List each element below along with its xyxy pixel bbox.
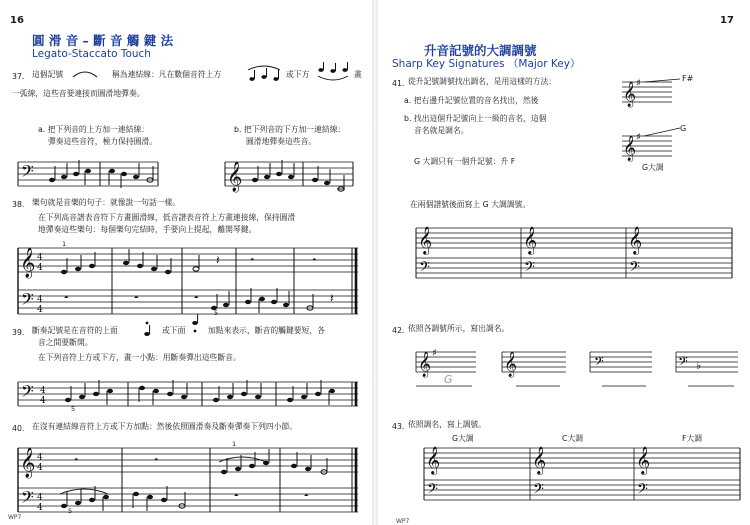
- svg-text:𝄞: 𝄞: [418, 226, 433, 254]
- text-line: 音名就是調名。: [414, 126, 469, 135]
- svg-text:𝄞: 𝄞: [628, 226, 643, 254]
- flat-icon: ♭: [696, 359, 702, 372]
- section-subtitle: Sharp Key Signatures （Major Key）: [392, 58, 581, 70]
- text-line: 音之間要斷開。: [38, 338, 93, 347]
- svg-text:𝄢: 𝄢: [427, 481, 438, 501]
- bass-clef-icon: 𝄢: [21, 161, 34, 185]
- bass-clef-icon: 𝄢: [21, 487, 34, 511]
- key-signature-staves-42: [416, 348, 742, 388]
- svg-text:𝄼: 𝄼: [250, 253, 255, 267]
- grand-staff-40: [14, 440, 364, 516]
- finger-number: 5: [68, 507, 73, 515]
- page-number: 17: [720, 15, 734, 26]
- key-name-label: C大調: [562, 434, 584, 443]
- text-line: 彈奏這些音符，極力保持圓滑。: [48, 137, 158, 146]
- svg-text:4: 4: [37, 305, 43, 315]
- exercise-number: 37.: [12, 72, 25, 81]
- text-line: b. 把下列音的下方加一連結線：: [234, 125, 346, 134]
- sharp-icon: ♯: [636, 78, 641, 89]
- svg-text:𝄼: 𝄼: [154, 453, 159, 467]
- page-number: 16: [10, 15, 24, 26]
- answer-blank-1[interactable]: [416, 388, 474, 389]
- svg-text:𝄼: 𝄼: [194, 291, 199, 305]
- bass-clef-icon: 𝄢: [21, 381, 34, 405]
- svg-text:𝄼: 𝄼: [134, 291, 139, 305]
- exercise-number: 42.: [392, 326, 405, 335]
- svg-text:𝄞: 𝄞: [623, 136, 637, 161]
- text-line: 這個記號: [32, 70, 64, 79]
- finger-number: 5: [71, 405, 76, 413]
- exercise-number: 41.: [392, 79, 405, 88]
- text-line: 或下面: [162, 326, 186, 335]
- text-line: 地彈奏這些樂句：每個樂句完結時，手要向上提起，離開琴鍵。: [38, 225, 257, 234]
- svg-text:4: 4: [37, 253, 43, 263]
- text-line: 依照調名，寫上調號。: [408, 420, 486, 429]
- svg-text:𝄼: 𝄼: [74, 453, 79, 467]
- svg-text:𝄼: 𝄼: [64, 291, 69, 305]
- note-label: F#: [682, 74, 694, 83]
- text-line: 在下列音符上方或下方，畫一小點：用斷奏彈出這些斷音。: [38, 353, 241, 362]
- finger-number: 1: [62, 240, 67, 248]
- svg-text:𝄢: 𝄢: [533, 481, 544, 501]
- answer-blank-2[interactable]: [516, 388, 562, 389]
- text-line: b. 找出這個升記號向上一級的音名，這個: [404, 114, 547, 123]
- sample-answer: G: [444, 373, 453, 386]
- key-name-label: G大調: [642, 163, 664, 172]
- svg-text:4: 4: [37, 263, 43, 273]
- svg-text:𝄢: 𝄢: [629, 259, 640, 279]
- text-line: G 大調只有一個升記號：升 F: [414, 157, 516, 166]
- section-title: 升音記號的大調調號: [424, 43, 537, 58]
- tie-symbol-icon: [70, 67, 100, 81]
- svg-text:𝄢: 𝄢: [637, 481, 648, 501]
- blank-grand-staves-41: [416, 222, 736, 284]
- text-line: 依照各調號所示，寫出調名。: [408, 324, 510, 333]
- svg-text:𝄞: 𝄞: [636, 446, 651, 474]
- answer-blank-4[interactable]: [688, 388, 734, 389]
- svg-text:𝄢: 𝄢: [524, 259, 535, 279]
- text-line: 或下方: [286, 70, 310, 79]
- finger-number: 5: [214, 309, 219, 317]
- svg-text:𝄼: 𝄼: [312, 253, 317, 267]
- text-line: 畫: [354, 70, 362, 79]
- footer-code: WP7: [396, 518, 410, 525]
- text-line: 在沒有連結線音符上方或下方加點：然後依照圓滑奏及斷奏彈奏下列四小節。: [32, 422, 298, 431]
- sharp-icon: ♯: [636, 132, 641, 143]
- slur-under-notes-icon: [314, 62, 352, 84]
- exercise-number: 39.: [12, 328, 25, 337]
- text-line: 一弧線，這些音要連接而圓滑地彈奏。: [12, 89, 145, 98]
- sharp-icon: ♯: [432, 348, 437, 359]
- treble-clef-icon: 𝄞: [20, 448, 36, 478]
- text-line: 在兩個譜號後面寫上 G 大調調號。: [410, 200, 531, 209]
- treble-clef-icon: 𝄞: [20, 248, 36, 278]
- text-line: 圓滑地彈奏這些音。: [246, 137, 317, 146]
- svg-text:𝄞: 𝄞: [623, 82, 637, 107]
- exercise-number: 38.: [12, 200, 25, 209]
- exercise-number: 43.: [392, 422, 405, 431]
- svg-text:𝄼: 𝄼: [304, 489, 309, 503]
- text-line: 樂句就是音樂的句子：就像說一句話一樣。: [32, 198, 181, 207]
- svg-text:𝄢: 𝄢: [594, 354, 604, 372]
- svg-text:𝄽: 𝄽: [330, 291, 334, 305]
- slur-over-notes-icon: [244, 62, 284, 84]
- note-label: G: [680, 124, 687, 133]
- svg-text:4: 4: [37, 493, 43, 503]
- staccato-above-icon: [142, 320, 156, 338]
- left-page: [0, 0, 372, 525]
- svg-text:4: 4: [37, 463, 43, 473]
- svg-text:𝄞: 𝄞: [523, 226, 538, 254]
- exercise-number: 40.: [12, 424, 25, 433]
- staccato-below-icon: [190, 319, 204, 337]
- text-line: 加點來表示，斷音的觸鍵要短，各: [208, 326, 325, 335]
- svg-text:4: 4: [40, 386, 46, 396]
- bass-clef-icon: 𝄢: [21, 289, 34, 313]
- text-line: 從升記號調號找出調名，是用這樣的方法：: [408, 77, 557, 86]
- blank-grand-staves-43[interactable]: [424, 444, 742, 506]
- treble-staff-37b: [225, 158, 365, 194]
- bass-staff-37a: [18, 158, 168, 192]
- key-name-label: F大調: [682, 434, 703, 443]
- svg-text:𝄼: 𝄼: [234, 489, 239, 503]
- grand-staff-38: [14, 240, 364, 318]
- svg-text:4: 4: [37, 503, 43, 513]
- text-line: 在下列高音譜表音符下方畫圓滑線，低音譜表音符上方畫連接線，保持圓滑: [38, 213, 296, 222]
- section-subtitle: Legato-Staccato Touch: [32, 48, 151, 60]
- svg-text:4: 4: [37, 453, 43, 463]
- svg-text:4: 4: [37, 295, 43, 305]
- text-line: a. 把下列音的上方加一連結線：: [38, 125, 150, 134]
- footer-code: WP7: [8, 514, 22, 521]
- treble-clef-icon: 𝄞: [227, 162, 243, 192]
- text-line: a. 把右邊升記號位置的音名找出，然後: [404, 96, 539, 105]
- text-line: 斷奏記號是在音符的上面: [32, 326, 118, 335]
- right-page: [378, 0, 750, 525]
- svg-text:𝄞: 𝄞: [426, 446, 441, 474]
- finger-number: 1: [232, 440, 237, 448]
- answer-blank-3[interactable]: [602, 388, 648, 389]
- svg-text:𝄢: 𝄢: [419, 259, 430, 279]
- svg-text:𝄽: 𝄽: [216, 253, 220, 267]
- section-title: 圓 滑 音 – 斷 音 觸 鍵 法: [32, 33, 174, 48]
- svg-text:𝄢: 𝄢: [678, 354, 688, 372]
- key-name-label: G大調: [452, 434, 474, 443]
- svg-text:𝄞: 𝄞: [418, 352, 432, 377]
- svg-text:𝄞: 𝄞: [532, 446, 547, 474]
- text-line: 稱為連結線：凡在數個音符上方: [112, 70, 222, 79]
- svg-text:4: 4: [40, 396, 46, 406]
- svg-text:𝄞: 𝄞: [504, 352, 518, 377]
